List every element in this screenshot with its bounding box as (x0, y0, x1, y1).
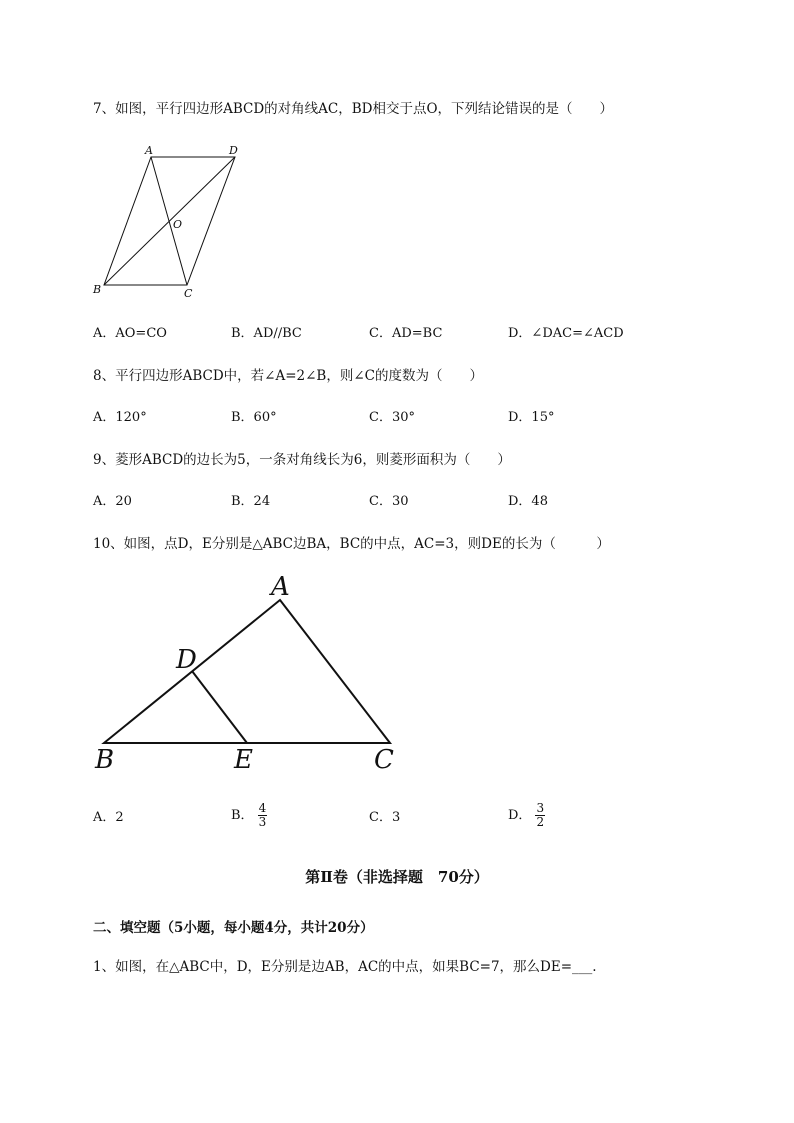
fraction-denominator: 2 (536, 815, 545, 829)
option-a[interactable]: A．2 (93, 810, 124, 825)
fraction (258, 802, 268, 829)
option-a[interactable]: A．AO=CO (93, 326, 167, 341)
part-title: 二、填空题（5小题，每小题4分，共计20分） (93, 920, 374, 936)
fraction-numerator: 3 (536, 801, 545, 815)
option-c[interactable]: C．30 (369, 494, 409, 509)
label-d: D (229, 144, 238, 157)
label-c: C (374, 745, 394, 775)
section-title: 第Ⅱ卷（非选择题 70分） (305, 868, 489, 886)
question-8-text: 8、平行四边形ABCD中，若∠A=2∠B，则∠C的度数为（ ） (93, 368, 483, 384)
label-a: A (145, 144, 153, 157)
option-d[interactable]: D．15° (508, 410, 555, 425)
option-b-prefix: B． (231, 808, 254, 823)
option-d[interactable]: D．48 (508, 494, 548, 509)
fill-question-1-text: 1、如图，在△ABC中，D，E分别是边AB，AC的中点，如果BC=7，那么DE=___. (93, 959, 597, 975)
option-b[interactable] (231, 802, 267, 829)
option-d[interactable]: D．∠DAC=∠ACD (508, 326, 624, 341)
option-c[interactable]: C．AD=BC (369, 326, 443, 341)
question-9-text: 9、菱形ABCD的边长为5，一条对角线长为6，则菱形面积为（ ） (93, 452, 511, 468)
option-a[interactable]: A．20 (93, 494, 132, 509)
option-a[interactable]: A．120° (93, 410, 147, 425)
question-7-text: 7、如图，平行四边形ABCD的对角线AC，BD相交于点O，下列结论错误的是（ ） (93, 101, 614, 117)
label-b: B (95, 745, 115, 775)
option-d[interactable] (508, 802, 545, 829)
label-d: D (176, 645, 197, 675)
question-10-text: 10、如图，点D，E分别是△ABC边BA，BC的中点，AC=3，则DE的长为（ ） (93, 536, 610, 552)
option-d-prefix: D． (508, 808, 532, 823)
label-a: A (271, 572, 290, 602)
option-b[interactable]: B．24 (231, 494, 271, 509)
fraction-denominator: 3 (258, 815, 267, 829)
option-b[interactable]: B．60° (231, 410, 277, 425)
option-c[interactable]: C．3 (369, 810, 401, 825)
option-b[interactable]: B．AD//BC (231, 326, 302, 341)
label-b: B (93, 283, 102, 296)
option-c[interactable]: C．30° (369, 410, 415, 425)
label-e: E (234, 745, 253, 775)
label-o: O (173, 218, 183, 231)
label-c: C (184, 287, 193, 300)
segment-de (192, 671, 247, 743)
fraction-numerator: 4 (258, 801, 267, 815)
triangle-abc (104, 600, 390, 743)
fraction (535, 802, 545, 829)
